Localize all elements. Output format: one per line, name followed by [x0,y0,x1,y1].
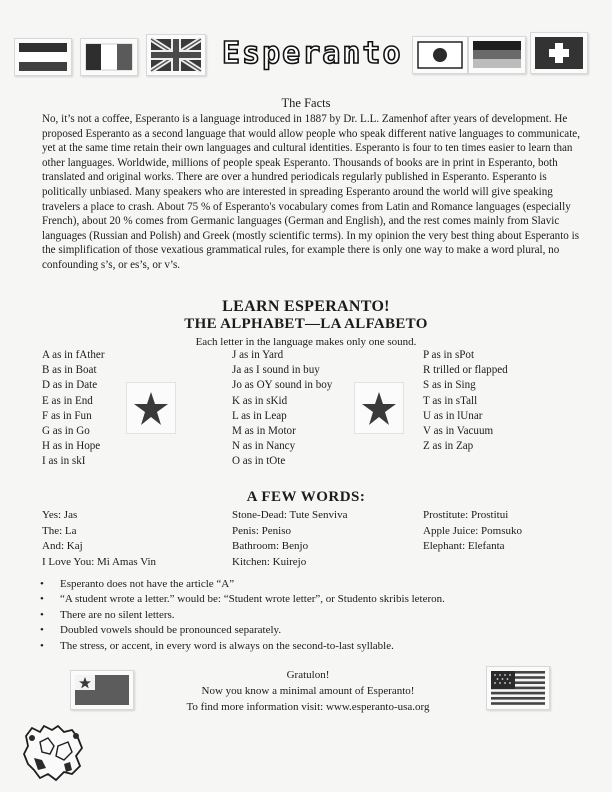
words-column-2 [232,508,348,570]
info-link-text: To find more information visit: www.esperanto-usa.org [186,701,430,713]
alphabet-entry: I as in skI [42,455,86,468]
flag-switzerland [530,32,588,74]
alphabet-column-3 [423,348,508,454]
word-entry: I Love You: Mi Amas Vin [42,555,157,568]
star-icon [355,383,403,433]
list-item: • Esperanto does not have the article “A” [40,577,580,592]
alphabet-entry: R trilled or flapped [423,364,508,377]
notes-list [40,577,580,654]
word-entry: The: La [42,524,77,537]
flag-tricolor-vertical-icon [81,39,137,75]
star-sticker-left [126,382,176,434]
union-jack-icon [147,35,205,75]
list-item: • Doubled vowels should be pronounced separately. [40,623,580,638]
alphabet-entry: U as in lUnar [423,409,483,422]
flag-japan-icon [413,37,467,73]
alphabet-entry: S as in Sing [423,379,476,392]
page-title: Esperanto [222,36,403,71]
list-item: • There are no silent letters. [40,608,580,623]
alphabet-entry: P as in sPot [423,349,475,361]
alphabet-column-2 [232,348,332,470]
alphabet-subtitle: Each letter in the language makes only one sound. [195,336,417,348]
word-entry: Elephant: Elefanta [423,540,505,553]
word-entry: Stone-Dead: Tute Senviva [232,509,348,521]
flag-tricolor-vertical [80,38,138,76]
flag-usa-icon [487,667,549,709]
flag-germany [468,36,526,74]
alphabet-heading: THE ALPHABET—LA ALFABETO [184,316,428,332]
alphabet-entry: N as in Nancy [232,440,296,453]
flag-germany-icon [469,37,525,73]
alphabet-entry: L as in Leap [232,409,287,422]
word-entry: Bathroom: Benjo [232,540,309,553]
flag-japan [412,36,468,74]
alphabet-entry: H as in Hope [42,440,101,453]
facts-heading: The Facts [281,96,331,110]
alphabet-entry: E as in End [42,394,93,407]
alphabet-column-1 [42,348,105,470]
word-entry: Apple Juice: Pomsuko [423,524,522,537]
words-column-1 [42,508,156,570]
alphabet-entry: Jo as OY sound in boy [232,379,333,392]
alphabet-entry: G as in Go [42,425,90,438]
alphabet-entry: O as in tOte [232,455,286,468]
flag-union-jack [146,34,206,76]
word-entry: And: Kaj [42,540,83,553]
alphabet-entry: D as in Date [42,379,98,392]
alphabet-entry: V as in Vacuum [423,425,494,438]
star-icon [127,383,175,433]
alphabet-entry: Ja as I sound in buy [232,364,320,377]
flag-switzerland-icon [531,33,587,73]
alphabet-entry: K as in sKid [232,394,288,407]
learn-heading: LEARN ESPERANTO! [222,298,390,315]
congrats-text: Gratulon! [286,669,330,681]
flag-tricolor-horizontal [14,38,72,76]
word-entry: Prostitute: Prostitui [423,509,509,521]
alphabet-entry: Z as in Zap [423,440,474,453]
closing-message: Now you know a minimal amount of Esperanto! [201,685,415,697]
list-item: • The stress, or accent, in every word is always on the second-to-last syllable. [40,639,580,654]
flag-tricolor-horizontal-icon [15,39,71,75]
map-doodle-icon [20,722,90,784]
star-sticker-right [354,382,404,434]
flag-usa [486,666,550,710]
word-entry: Kitchen: Kuirejo [232,555,307,568]
alphabet-entry: M as in Motor [232,425,296,438]
word-entry: Yes: Jas [42,509,78,521]
map-doodle [20,722,90,784]
words-heading: A FEW WORDS: [246,489,366,505]
alphabet-entry: J as in Yard [232,349,284,361]
word-entry: Penis: Peniso [232,524,291,537]
list-item: • “A student wrote a letter.” would be: “Student wrote letter”, or Studento skribis leteron. [40,592,580,607]
alphabet-entry: T as in sTall [423,394,478,407]
alphabet-entry: F as in Fun [42,409,92,422]
alphabet-entry: B as in Boat [42,364,97,377]
facts-paragraph: No, it’s not a coffee, Esperanto is a language introduced in 1887 by Dr. L.L. Zamenhof after years of development. He proposed Esperanto as a second language that would allow people who speak different native languages to communicate, yet at the same time retain their own languages and cultural identities. Esperanto is four to ten times easier to learn than other languages. Worldwide, millions of people speak Esperanto. Thousands of books are in print in Esperanto, both translated and original works. There are over a hundred periodicals regularly published in Esperanto. Esperanto is politically unbiased. Many speakers who are interested in spreading Esperanto around the world will give speaking travelers a place to crash. About 75 % of Esperanto's vocabulary comes from Latin and Romance languages (especially French), about 20 % comes from Germanic languages (German and English), and the rest comes mainly from Slavic languages (Russian and Polish) and Greek (mostly scientific terms). In my opinion the very best thing about Esperanto is the simplification of those vexatious grammatical rules, for example there is only one way to make a word plural, no confounding s’s, or es’s, or v’s. [42,113,580,271]
words-column-3 [423,508,522,555]
alphabet-entry: A as in fAther [42,349,105,361]
